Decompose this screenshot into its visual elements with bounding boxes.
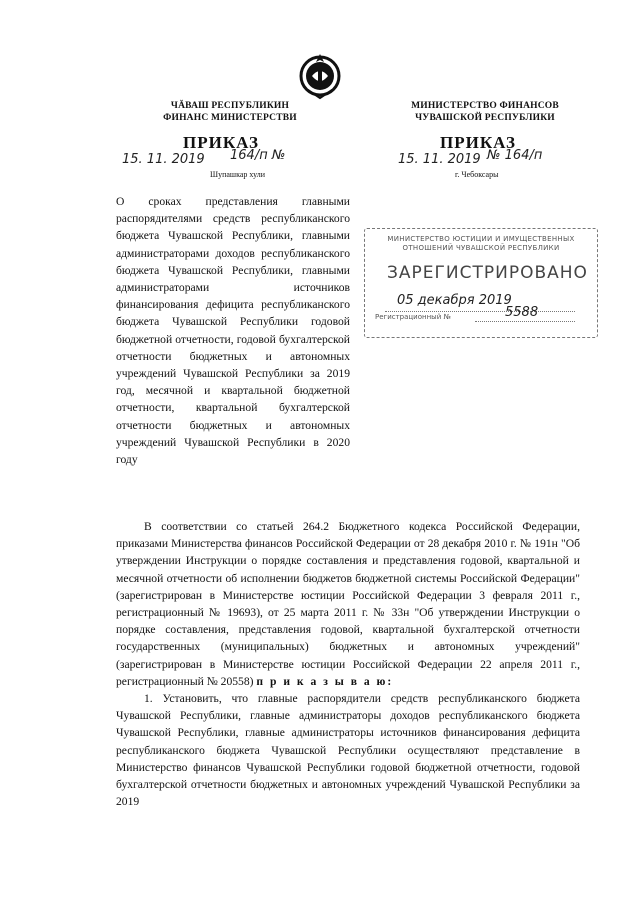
order-word: п р и к а з ы в а ю: — [256, 674, 394, 688]
stamp-date-line — [385, 295, 575, 312]
paragraph-1-text: В соответствии со статьей 264.2 Бюджетного кодекса Российской Федерации, приказами Министерства финансов Российской Федерации от 28 декабря 2010 г. № 191н "Об утверждении Инструкции о порядке составления и представления годовой, квартальной и месячной отчетности об исполнении бюджетов бюджетной системы Российской Федерации" (зарегистрирован в Министерстве юстиции Российской Федерации 3 февраля 2011 г., регистрационный № 19693), от 25 марта 2011 г. № 33н "Об утверждении Инструкции о порядке составления, представления годовой, квартальной бухгалтерской отчетности государственных (муниципальных) бюджетных и автономных учреждений" (зарегистрирован в Министерстве юстиции Российской Федерации 22 апреля 2011 г., регистрационный № 20558) — [116, 520, 580, 688]
stamp-date: 05 декабря 2019 — [397, 293, 512, 308]
left-org-line2: ФИНАНС МИНИСТЕРСТВИ — [163, 113, 297, 123]
left-order-number: 164/п № — [230, 148, 286, 163]
stamp-reg-label: Регистрационный № — [375, 313, 451, 321]
stamp-registered: ЗАРЕГИСТРИРОВАНО — [387, 263, 588, 283]
right-org-line2: ЧУВАШСКОЙ РЕСПУБЛИКИ — [415, 113, 555, 123]
right-place: г. Чебоксары — [455, 170, 499, 179]
stamp-line2: ОТНОШЕНИЙ ЧУВАШСКОЙ РЕСПУБЛИКИ — [402, 244, 560, 252]
right-org-line1: МИНИСТЕРСТВО ФИНАНСОВ — [411, 101, 559, 111]
order-subject: О сроках представления главными распорядителями средств республиканского бюджета Чувашской Республики, главными администраторами доходов республиканского бюджета Чувашской Республики, главными администраторами источников финансирования дефицита республиканского бюджета Чувашской Республики годовой бюджетной отчетности, годовой бухгалтерской отчетности бюджетных и автономных учреждений Чувашской Республики за 2019 год, месячной и квартальной бюджетной отчетности, квартальной бухгалтерской отчетности бюджетных и автономных учреждений Чувашской Республики в 2020 году — [116, 195, 350, 467]
coat-of-arms-icon — [298, 48, 342, 100]
left-place: Шупашкар хули — [210, 170, 265, 179]
right-order-date: 15. 11. 2019 — [398, 152, 481, 167]
right-order-number: № 164/п — [487, 148, 543, 163]
right-org-name — [400, 100, 570, 124]
body-paragraph-2: 1. Установить, что главные распорядители средств республиканского бюджета Чувашской Республики, главные администраторы доходов республиканского бюджета Чувашской Республики, главные администраторы источников финансирования дефицита республиканского бюджета Чувашской Республики осуществляют представление в Министерство финансов Чувашской Республики годовой бюджетной отчетности, годовой бухгалтерской отчетности бюджетных и автономных учреждений Чувашской Республики за 2019 — [116, 692, 580, 809]
right-order-title: ПРИКАЗ — [440, 133, 516, 152]
left-order-date: 15. 11. 2019 — [122, 152, 205, 167]
left-org-line1: ЧĂВАШ РЕСПУБЛИКИН — [170, 101, 290, 111]
body-paragraph-1 — [116, 518, 580, 690]
stamp-reg-rule — [475, 321, 575, 322]
registration-stamp — [364, 228, 598, 338]
stamp-ministry — [371, 235, 591, 253]
stamp-line1: МИНИСТЕРСТВО ЮСТИЦИИ И ИМУЩЕСТВЕННЫХ — [387, 235, 575, 243]
left-order-title: ПРИКАЗ — [183, 133, 259, 152]
stamp-reg-number: 5588 — [505, 305, 539, 320]
left-org-name — [150, 100, 310, 124]
order-body — [116, 518, 580, 810]
